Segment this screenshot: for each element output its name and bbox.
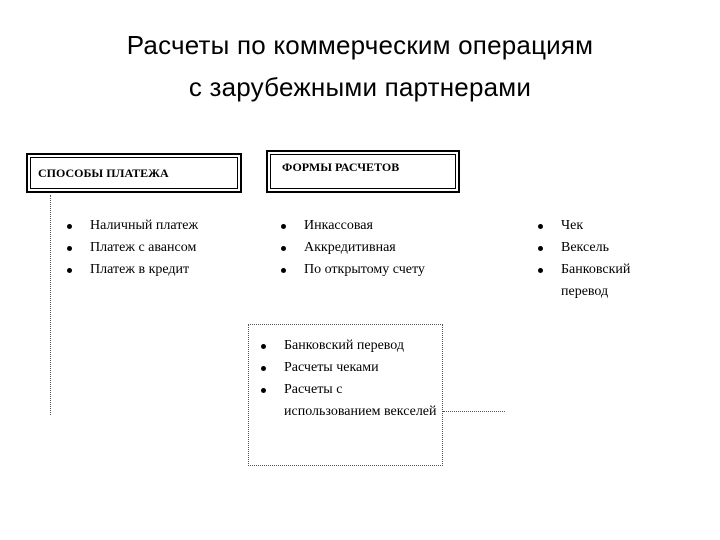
list-item: Расчеты с использованием векселей bbox=[258, 379, 438, 423]
payment-methods-header bbox=[26, 153, 242, 193]
list-item: По открытому счету bbox=[278, 259, 458, 281]
list-item: Наличный платеж bbox=[64, 215, 244, 237]
list-item: Банковский перевод bbox=[535, 259, 655, 303]
settlement-forms-list bbox=[278, 215, 458, 281]
bottom-box-connector bbox=[443, 411, 505, 412]
list-item: Чек bbox=[535, 215, 655, 237]
settlement-forms-header bbox=[266, 150, 460, 193]
title-line-1: Расчеты по коммерческим операциям bbox=[126, 30, 594, 60]
payment-methods-connector bbox=[50, 195, 51, 415]
list-item: Платеж с авансом bbox=[64, 237, 244, 259]
payment-methods-header-label: СПОСОБЫ ПЛАТЕЖА bbox=[38, 166, 169, 180]
list-item: Расчеты чеками bbox=[258, 357, 438, 379]
list-item: Платеж в кредит bbox=[64, 259, 244, 281]
list-item: Аккредитивная bbox=[278, 237, 458, 259]
settlement-forms-header-label: ФОРМЫ РАСЧЕТОВ bbox=[282, 160, 400, 174]
title-line-2: с зарубежными партнерами bbox=[188, 72, 532, 102]
list-item: Вексель bbox=[535, 237, 655, 259]
bottom-box-list bbox=[258, 335, 438, 423]
right-list bbox=[535, 215, 655, 303]
payment-methods-list bbox=[64, 215, 244, 281]
list-item: Банковский перевод bbox=[258, 335, 438, 357]
list-item: Инкассовая bbox=[278, 215, 458, 237]
